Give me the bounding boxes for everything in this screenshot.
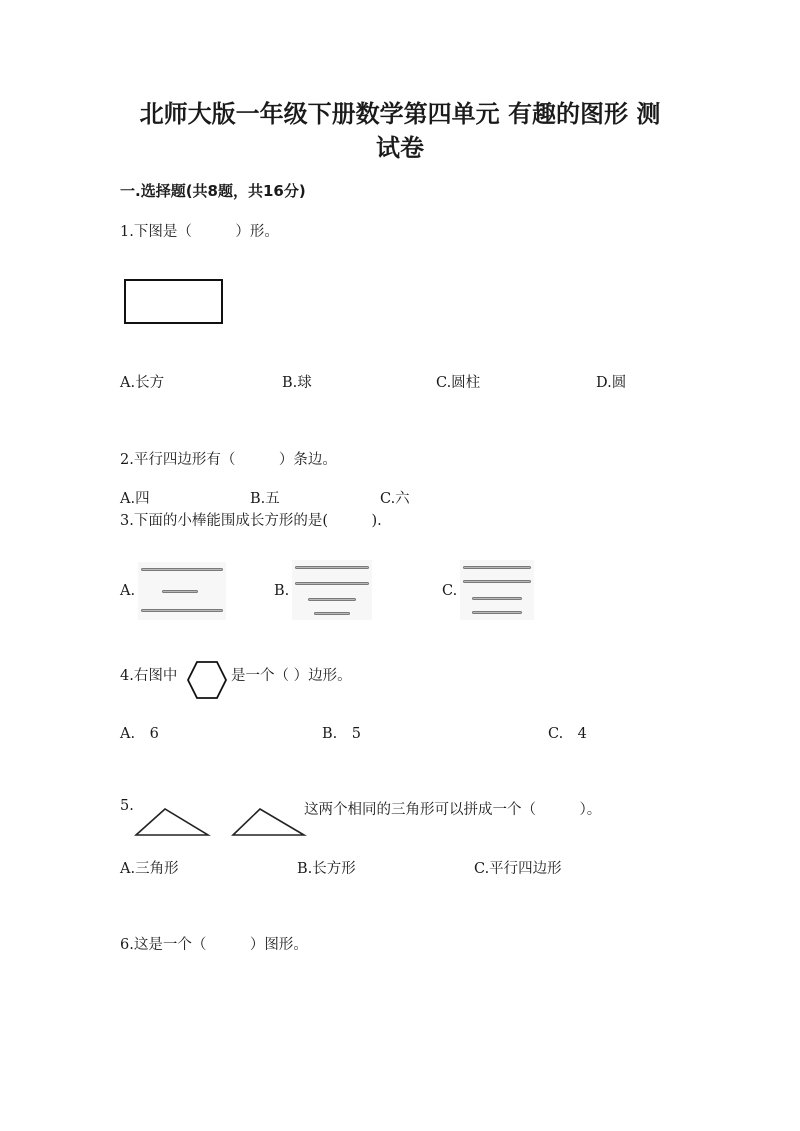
- question-3-text: 3.下面的小棒能围成长方形的是( ).: [120, 513, 382, 529]
- hexagon-figure: [185, 659, 229, 701]
- question-5-option-b[interactable]: B.长方形: [297, 861, 356, 877]
- question-6-text: 6.这是一个（ ）图形。: [120, 937, 308, 953]
- stick: [463, 566, 531, 569]
- question-2-text: 2.平行四边形有（ ）条边。: [120, 452, 337, 468]
- stick-group-b: [292, 560, 372, 620]
- question-4-option-b[interactable]: B. 5: [322, 726, 361, 742]
- stick: [162, 590, 198, 593]
- stick: [308, 598, 356, 601]
- page-title-line2: 试卷: [376, 134, 424, 162]
- page-title-line1: 北师大版一年级下册数学第四单元 有趣的图形 测: [139, 100, 661, 128]
- question-4-text-before: 4.右图中: [120, 668, 178, 684]
- question-3-option-c[interactable]: C.: [442, 583, 458, 599]
- question-1-option-c[interactable]: C.圆柱: [436, 375, 481, 391]
- triangle-left: [136, 809, 208, 835]
- question-4-option-c[interactable]: C. 4: [548, 726, 587, 742]
- question-5-text-before: 5.: [120, 798, 134, 814]
- question-1-option-b[interactable]: B.球: [282, 375, 312, 391]
- question-3-option-b[interactable]: B.: [274, 583, 290, 599]
- question-4-text-after: 是一个（ ）边形。: [231, 668, 352, 684]
- triangle-right: [233, 809, 304, 835]
- stick: [472, 597, 522, 600]
- stick: [463, 580, 531, 583]
- question-5-option-a[interactable]: A.三角形: [120, 861, 179, 877]
- stick: [472, 611, 522, 614]
- question-1-text: 1.下图是（ ）形。: [120, 224, 279, 240]
- stick-group-a: [138, 562, 226, 620]
- rectangle-figure: [124, 279, 223, 324]
- question-1-option-a[interactable]: A.长方: [120, 375, 165, 391]
- question-4-option-a[interactable]: A. 6: [120, 726, 159, 742]
- question-2-option-a[interactable]: A.四: [120, 491, 150, 507]
- question-3-option-a[interactable]: A.: [120, 583, 136, 599]
- stick: [314, 612, 350, 615]
- stick: [141, 609, 223, 612]
- question-5-text-after: 这两个相同的三角形可以拼成一个（ ）。: [304, 802, 602, 818]
- question-2-option-c[interactable]: C.六: [380, 491, 410, 507]
- stick: [295, 566, 369, 569]
- section-heading: 一.选择题(共8题，共16分): [120, 182, 306, 200]
- question-5-option-c[interactable]: C.平行四边形: [474, 861, 562, 877]
- stick: [295, 582, 369, 585]
- stick: [141, 568, 223, 571]
- two-triangles-figure: [134, 804, 309, 838]
- question-1-option-d[interactable]: D.圆: [596, 375, 627, 391]
- question-2-option-b[interactable]: B.五: [250, 491, 280, 507]
- stick-group-c: [460, 560, 534, 620]
